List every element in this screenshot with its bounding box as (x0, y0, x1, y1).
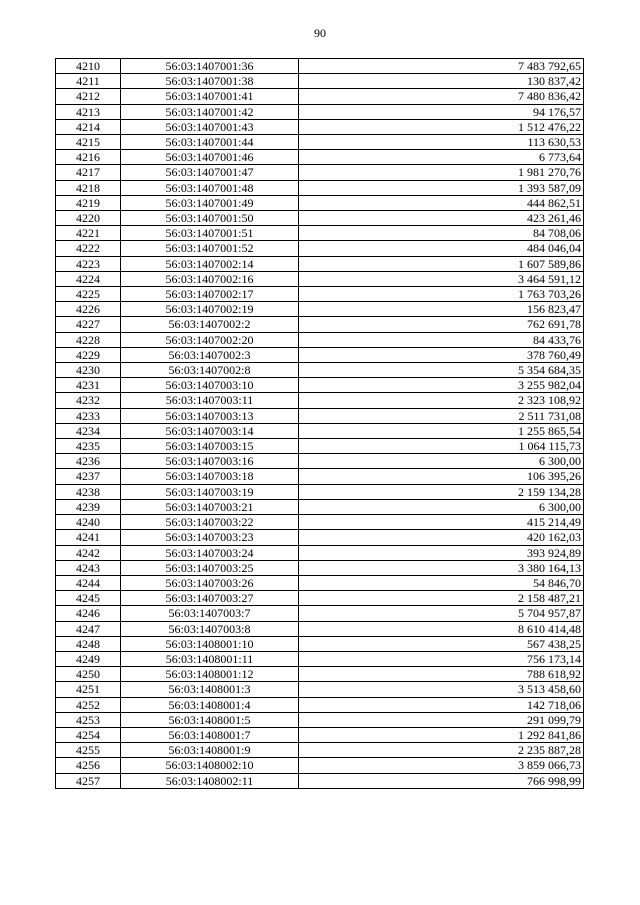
table-row (56, 758, 584, 773)
cadastral-value-cell: 1 393 587,09 (299, 180, 584, 195)
cadastral-number-cell: 56:03:1407001:38 (121, 74, 299, 89)
table-row (56, 89, 584, 104)
table-row (56, 241, 584, 256)
cadastral-value-cell: 423 261,46 (299, 211, 584, 226)
table-row (56, 727, 584, 742)
row-number-cell: 4228 (56, 332, 121, 347)
table-row (56, 317, 584, 332)
cadastral-value-cell: 5 704 957,87 (299, 606, 584, 621)
cadastral-number-cell: 56:03:1407002:3 (121, 347, 299, 362)
cadastral-number-cell: 56:03:1407003:11 (121, 393, 299, 408)
cadastral-number-cell: 56:03:1407001:51 (121, 226, 299, 241)
row-number-cell: 4231 (56, 378, 121, 393)
table-row (56, 499, 584, 514)
row-number-cell: 4216 (56, 150, 121, 165)
cadastral-value-cell: 3 464 591,12 (299, 271, 584, 286)
cadastral-value-cell: 788 618,92 (299, 667, 584, 682)
cadastral-value-cell: 2 158 487,21 (299, 591, 584, 606)
cadastral-value-cell: 1 763 703,26 (299, 287, 584, 302)
row-number-cell: 4251 (56, 682, 121, 697)
cadastral-value-cell: 94 176,57 (299, 104, 584, 119)
cadastral-value-cell: 2 235 887,28 (299, 743, 584, 758)
cadastral-number-cell: 56:03:1407003:16 (121, 454, 299, 469)
cadastral-value-cell: 756 173,14 (299, 651, 584, 666)
row-number-cell: 4224 (56, 271, 121, 286)
row-number-cell: 4246 (56, 606, 121, 621)
cadastral-value-cell: 420 162,03 (299, 530, 584, 545)
cadastral-value-cell: 1 981 270,76 (299, 165, 584, 180)
row-number-cell: 4250 (56, 667, 121, 682)
cadastral-number-cell: 56:03:1407003:18 (121, 469, 299, 484)
table-row (56, 651, 584, 666)
cadastral-number-cell: 56:03:1407001:43 (121, 119, 299, 134)
table-row (56, 667, 584, 682)
cadastral-value-cell: 3 859 066,73 (299, 758, 584, 773)
row-number-cell: 4256 (56, 758, 121, 773)
table-row (56, 439, 584, 454)
row-number-cell: 4211 (56, 74, 121, 89)
cadastral-value-cell: 6 773,64 (299, 150, 584, 165)
cadastral-value-cell: 3 255 982,04 (299, 378, 584, 393)
cadastral-value-cell: 54 846,70 (299, 575, 584, 590)
cadastral-value-table (55, 58, 584, 789)
row-number-cell: 4210 (56, 59, 121, 74)
cadastral-value-cell: 8 610 414,48 (299, 621, 584, 636)
table-row (56, 271, 584, 286)
cadastral-value-cell: 6 300,00 (299, 454, 584, 469)
cadastral-value-cell: 84 433,76 (299, 332, 584, 347)
cadastral-number-cell: 56:03:1408001:11 (121, 651, 299, 666)
cadastral-value-cell: 3 380 164,13 (299, 560, 584, 575)
cadastral-number-cell: 56:03:1407001:36 (121, 59, 299, 74)
row-number-cell: 4252 (56, 697, 121, 712)
table-row (56, 119, 584, 134)
cadastral-number-cell: 56:03:1407003:10 (121, 378, 299, 393)
cadastral-value-cell: 3 513 458,60 (299, 682, 584, 697)
row-number-cell: 4222 (56, 241, 121, 256)
row-number-cell: 4230 (56, 363, 121, 378)
table-row (56, 378, 584, 393)
table-row (56, 773, 584, 788)
cadastral-value-cell: 106 395,26 (299, 469, 584, 484)
table-row (56, 302, 584, 317)
cadastral-value-cell: 113 630,53 (299, 135, 584, 150)
table-row (56, 195, 584, 210)
row-number-cell: 4215 (56, 135, 121, 150)
cadastral-number-cell: 56:03:1407002:17 (121, 287, 299, 302)
cadastral-number-cell: 56:03:1407001:44 (121, 135, 299, 150)
table-row (56, 74, 584, 89)
cadastral-number-cell: 56:03:1407003:15 (121, 439, 299, 454)
cadastral-value-cell: 393 924,89 (299, 545, 584, 560)
cadastral-number-cell: 56:03:1407001:50 (121, 211, 299, 226)
cadastral-number-cell: 56:03:1407003:7 (121, 606, 299, 621)
cadastral-value-cell: 130 837,42 (299, 74, 584, 89)
cadastral-number-cell: 56:03:1407003:26 (121, 575, 299, 590)
table-row (56, 530, 584, 545)
table-row (56, 135, 584, 150)
cadastral-value-cell: 84 708,06 (299, 226, 584, 241)
cadastral-number-cell: 56:03:1408002:10 (121, 758, 299, 773)
cadastral-number-cell: 56:03:1407003:19 (121, 484, 299, 499)
row-number-cell: 4227 (56, 317, 121, 332)
row-number-cell: 4233 (56, 408, 121, 423)
cadastral-number-cell: 56:03:1407001:49 (121, 195, 299, 210)
cadastral-value-cell: 291 099,79 (299, 712, 584, 727)
table-row (56, 165, 584, 180)
row-number-cell: 4218 (56, 180, 121, 195)
cadastral-value-cell: 156 823,47 (299, 302, 584, 317)
cadastral-value-cell: 2 511 731,08 (299, 408, 584, 423)
table-row (56, 712, 584, 727)
cadastral-number-cell: 56:03:1408001:12 (121, 667, 299, 682)
table-row (56, 363, 584, 378)
table-body (56, 59, 584, 789)
row-number-cell: 4247 (56, 621, 121, 636)
cadastral-value-cell: 7 480 836,42 (299, 89, 584, 104)
row-number-cell: 4237 (56, 469, 121, 484)
row-number-cell: 4214 (56, 119, 121, 134)
table-row (56, 560, 584, 575)
cadastral-number-cell: 56:03:1407003:23 (121, 530, 299, 545)
cadastral-number-cell: 56:03:1407002:20 (121, 332, 299, 347)
row-number-cell: 4226 (56, 302, 121, 317)
cadastral-number-cell: 56:03:1407001:48 (121, 180, 299, 195)
table-row (56, 636, 584, 651)
cadastral-number-cell: 56:03:1407003:8 (121, 621, 299, 636)
row-number-cell: 4220 (56, 211, 121, 226)
table-row (56, 180, 584, 195)
table-row (56, 515, 584, 530)
table-row (56, 591, 584, 606)
cadastral-number-cell: 56:03:1407003:25 (121, 560, 299, 575)
row-number-cell: 4219 (56, 195, 121, 210)
row-number-cell: 4257 (56, 773, 121, 788)
table-row (56, 256, 584, 271)
row-number-cell: 4213 (56, 104, 121, 119)
cadastral-value-cell: 142 718,06 (299, 697, 584, 712)
table-row (56, 408, 584, 423)
row-number-cell: 4223 (56, 256, 121, 271)
row-number-cell: 4232 (56, 393, 121, 408)
cadastral-value-cell: 2 159 134,28 (299, 484, 584, 499)
cadastral-value-cell: 1 064 115,73 (299, 439, 584, 454)
row-number-cell: 4242 (56, 545, 121, 560)
cadastral-number-cell: 56:03:1407002:2 (121, 317, 299, 332)
row-number-cell: 4236 (56, 454, 121, 469)
cadastral-number-cell: 56:03:1407003:14 (121, 423, 299, 438)
cadastral-number-cell: 56:03:1407002:14 (121, 256, 299, 271)
row-number-cell: 4241 (56, 530, 121, 545)
cadastral-number-cell: 56:03:1407003:13 (121, 408, 299, 423)
table-row (56, 469, 584, 484)
table-row (56, 454, 584, 469)
table-row (56, 347, 584, 362)
cadastral-value-cell: 766 998,99 (299, 773, 584, 788)
row-number-cell: 4239 (56, 499, 121, 514)
cadastral-value-cell: 5 354 684,35 (299, 363, 584, 378)
cadastral-value-cell: 1 255 865,54 (299, 423, 584, 438)
table-row (56, 545, 584, 560)
cadastral-value-cell: 1 292 841,86 (299, 727, 584, 742)
table-row (56, 575, 584, 590)
cadastral-number-cell: 56:03:1407003:24 (121, 545, 299, 560)
cadastral-number-cell: 56:03:1408001:3 (121, 682, 299, 697)
row-number-cell: 4212 (56, 89, 121, 104)
row-number-cell: 4217 (56, 165, 121, 180)
table-row (56, 226, 584, 241)
cadastral-value-cell: 415 214,49 (299, 515, 584, 530)
cadastral-number-cell: 56:03:1408001:5 (121, 712, 299, 727)
row-number-cell: 4243 (56, 560, 121, 575)
row-number-cell: 4234 (56, 423, 121, 438)
cadastral-value-cell: 1 607 589,86 (299, 256, 584, 271)
row-number-cell: 4225 (56, 287, 121, 302)
row-number-cell: 4253 (56, 712, 121, 727)
row-number-cell: 4248 (56, 636, 121, 651)
row-number-cell: 4240 (56, 515, 121, 530)
cadastral-value-cell: 444 862,51 (299, 195, 584, 210)
row-number-cell: 4229 (56, 347, 121, 362)
cadastral-value-cell: 378 760,49 (299, 347, 584, 362)
cadastral-number-cell: 56:03:1407002:8 (121, 363, 299, 378)
table-row (56, 150, 584, 165)
table-row (56, 287, 584, 302)
cadastral-number-cell: 56:03:1407003:22 (121, 515, 299, 530)
cadastral-number-cell: 56:03:1407001:47 (121, 165, 299, 180)
cadastral-number-cell: 56:03:1408001:4 (121, 697, 299, 712)
cadastral-value-cell: 2 323 108,92 (299, 393, 584, 408)
cadastral-number-cell: 56:03:1407001:41 (121, 89, 299, 104)
row-number-cell: 4244 (56, 575, 121, 590)
cadastral-value-cell: 7 483 792,65 (299, 59, 584, 74)
cadastral-value-cell: 1 512 476,22 (299, 119, 584, 134)
cadastral-number-cell: 56:03:1407001:42 (121, 104, 299, 119)
cadastral-value-cell: 567 438,25 (299, 636, 584, 651)
table-row (56, 621, 584, 636)
row-number-cell: 4255 (56, 743, 121, 758)
table-row (56, 104, 584, 119)
cadastral-number-cell: 56:03:1408001:9 (121, 743, 299, 758)
table-row (56, 682, 584, 697)
table-row (56, 484, 584, 499)
cadastral-number-cell: 56:03:1408001:10 (121, 636, 299, 651)
table-row (56, 423, 584, 438)
table-row (56, 697, 584, 712)
table-row (56, 393, 584, 408)
table-row (56, 332, 584, 347)
row-number-cell: 4221 (56, 226, 121, 241)
row-number-cell: 4245 (56, 591, 121, 606)
cadastral-number-cell: 56:03:1407003:27 (121, 591, 299, 606)
cadastral-number-cell: 56:03:1407001:52 (121, 241, 299, 256)
row-number-cell: 4254 (56, 727, 121, 742)
row-number-cell: 4238 (56, 484, 121, 499)
row-number-cell: 4249 (56, 651, 121, 666)
cadastral-number-cell: 56:03:1408001:7 (121, 727, 299, 742)
cadastral-value-cell: 6 300,00 (299, 499, 584, 514)
cadastral-number-cell: 56:03:1407002:19 (121, 302, 299, 317)
cadastral-value-cell: 762 691,78 (299, 317, 584, 332)
row-number-cell: 4235 (56, 439, 121, 454)
page-number: 90 (314, 26, 326, 40)
table-row (56, 59, 584, 74)
cadastral-value-cell: 484 046,04 (299, 241, 584, 256)
table-row (56, 211, 584, 226)
table-row (56, 606, 584, 621)
cadastral-number-cell: 56:03:1407002:16 (121, 271, 299, 286)
cadastral-number-cell: 56:03:1407003:21 (121, 499, 299, 514)
cadastral-number-cell: 56:03:1408002:11 (121, 773, 299, 788)
table-row (56, 743, 584, 758)
cadastral-number-cell: 56:03:1407001:46 (121, 150, 299, 165)
